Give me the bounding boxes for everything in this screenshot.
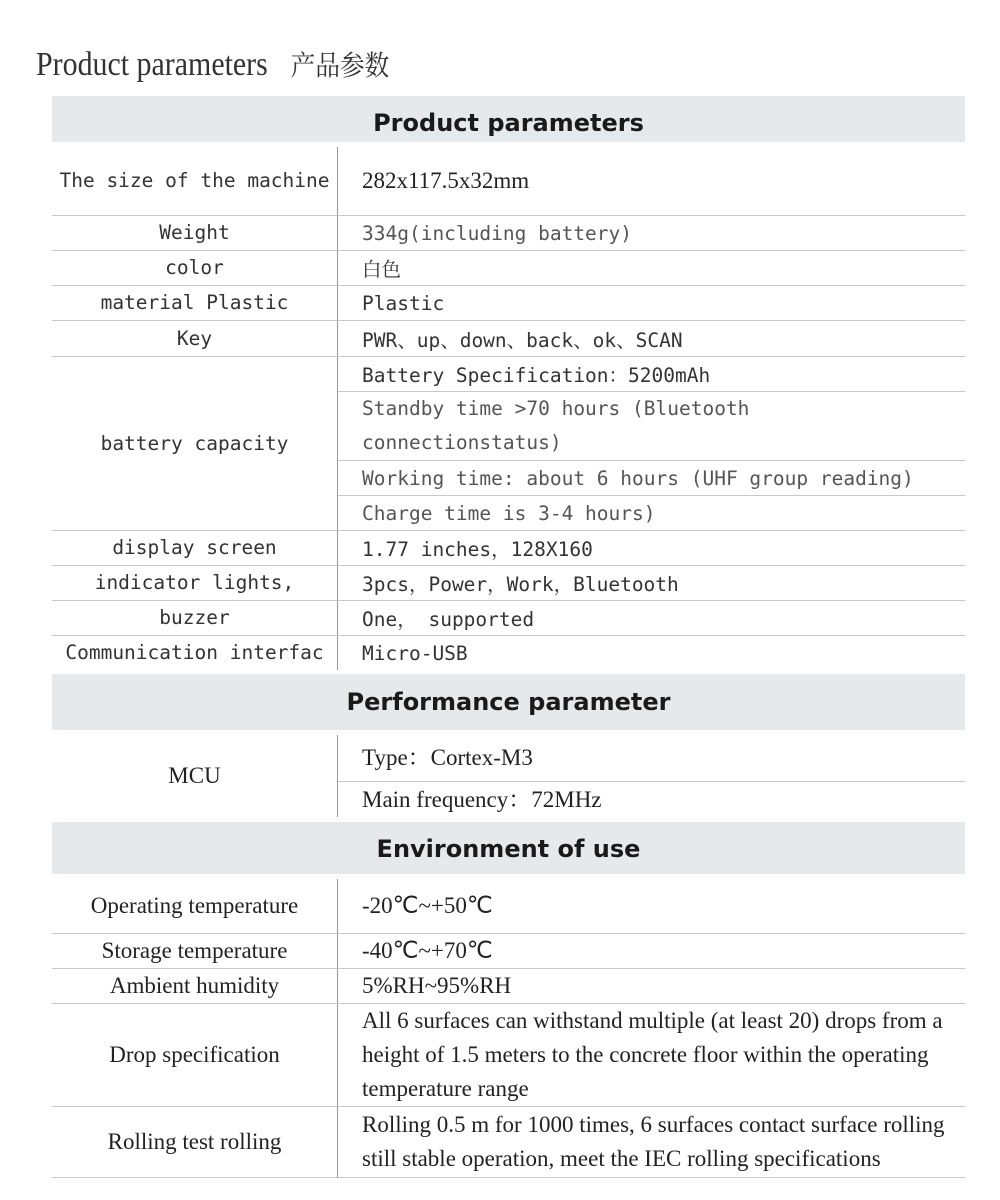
row-value-material: Plastic bbox=[338, 286, 965, 321]
row-label-size: The size of the machine bbox=[52, 147, 338, 216]
page-title bbox=[36, 40, 389, 90]
row-label-rolling-test: Rolling test rolling bbox=[52, 1107, 338, 1178]
row-value-ambient-humidity: 5%RH~95%RH bbox=[338, 969, 965, 1004]
row-label-weight: Weight bbox=[52, 216, 338, 251]
row-label-storage-temperature: Storage temperature bbox=[52, 934, 338, 969]
mcu-values bbox=[338, 735, 965, 817]
row-value-key: PWR、up、down、back、ok、SCAN bbox=[338, 321, 965, 357]
page-title-cn: 产品参数 bbox=[290, 49, 390, 82]
row-value-rolling-test: Rolling 0.5 m for 1000 times, 6 surfaces contact surface rolling still stable operation, meet the IEC rolling specifications bbox=[338, 1107, 965, 1178]
mcu-frequency: Main frequency：72MHz bbox=[362, 786, 602, 812]
row-value-weight: 334g(including battery) bbox=[338, 216, 965, 251]
environment-of-use-table bbox=[52, 822, 965, 1178]
environment-of-use-header: Environment of use bbox=[52, 822, 965, 874]
page-title-en: Product parameters bbox=[36, 46, 268, 83]
row-value-color: 白色 bbox=[338, 251, 965, 286]
performance-parameter-header: Performance parameter bbox=[52, 674, 965, 730]
battery-working: Working time: about 6 hours (UHF group reading) bbox=[338, 461, 965, 496]
performance-parameter-table bbox=[52, 674, 965, 817]
row-label-material: material Plastic bbox=[52, 286, 338, 321]
product-parameters-header: Product parameters bbox=[52, 96, 965, 142]
row-label-color: color bbox=[52, 251, 338, 286]
battery-spec: Battery Specification：5200mAh bbox=[338, 357, 965, 392]
mcu-type: Type：Cortex-M3 bbox=[338, 735, 965, 782]
product-parameters-table bbox=[52, 96, 965, 670]
row-label-communication: Communication interfac bbox=[52, 636, 338, 670]
row-value-size: 282x117.5x32mm bbox=[338, 147, 965, 216]
row-label-buzzer: buzzer bbox=[52, 601, 338, 636]
row-label-display: display screen bbox=[52, 531, 338, 566]
row-value-storage-temperature: -40℃~+70℃ bbox=[338, 934, 965, 969]
row-value-drop-specification: All 6 surfaces can withstand multiple (at least 20) drops from a height of 1.5 meters to the concrete floor within the operating temperature range bbox=[338, 1004, 965, 1107]
row-label-battery: battery capacity bbox=[52, 357, 338, 531]
row-label-operating-temperature: Operating temperature bbox=[52, 879, 338, 934]
row-label-mcu: MCU bbox=[52, 735, 338, 817]
battery-standby: Standby time >70 hours (Bluetooth connectionstatus) bbox=[338, 392, 965, 461]
row-label-ambient-humidity: Ambient humidity bbox=[52, 969, 338, 1004]
row-value-indicator: 3pcs，Power，Work，Bluetooth bbox=[338, 566, 965, 601]
row-value-buzzer: One， supported bbox=[338, 601, 965, 636]
row-value-operating-temperature: -20℃~+50℃ bbox=[338, 879, 965, 934]
row-label-drop-specification: Drop specification bbox=[52, 1004, 338, 1107]
row-label-key: Key bbox=[52, 321, 338, 357]
row-label-indicator: indicator lights, bbox=[52, 566, 338, 601]
row-value-communication: Micro-USB bbox=[362, 641, 468, 665]
row-value-display: 1.77 inches，128X160 bbox=[338, 531, 965, 566]
battery-charge: Charge time is 3-4 hours) bbox=[338, 496, 965, 531]
battery-values bbox=[338, 357, 965, 531]
